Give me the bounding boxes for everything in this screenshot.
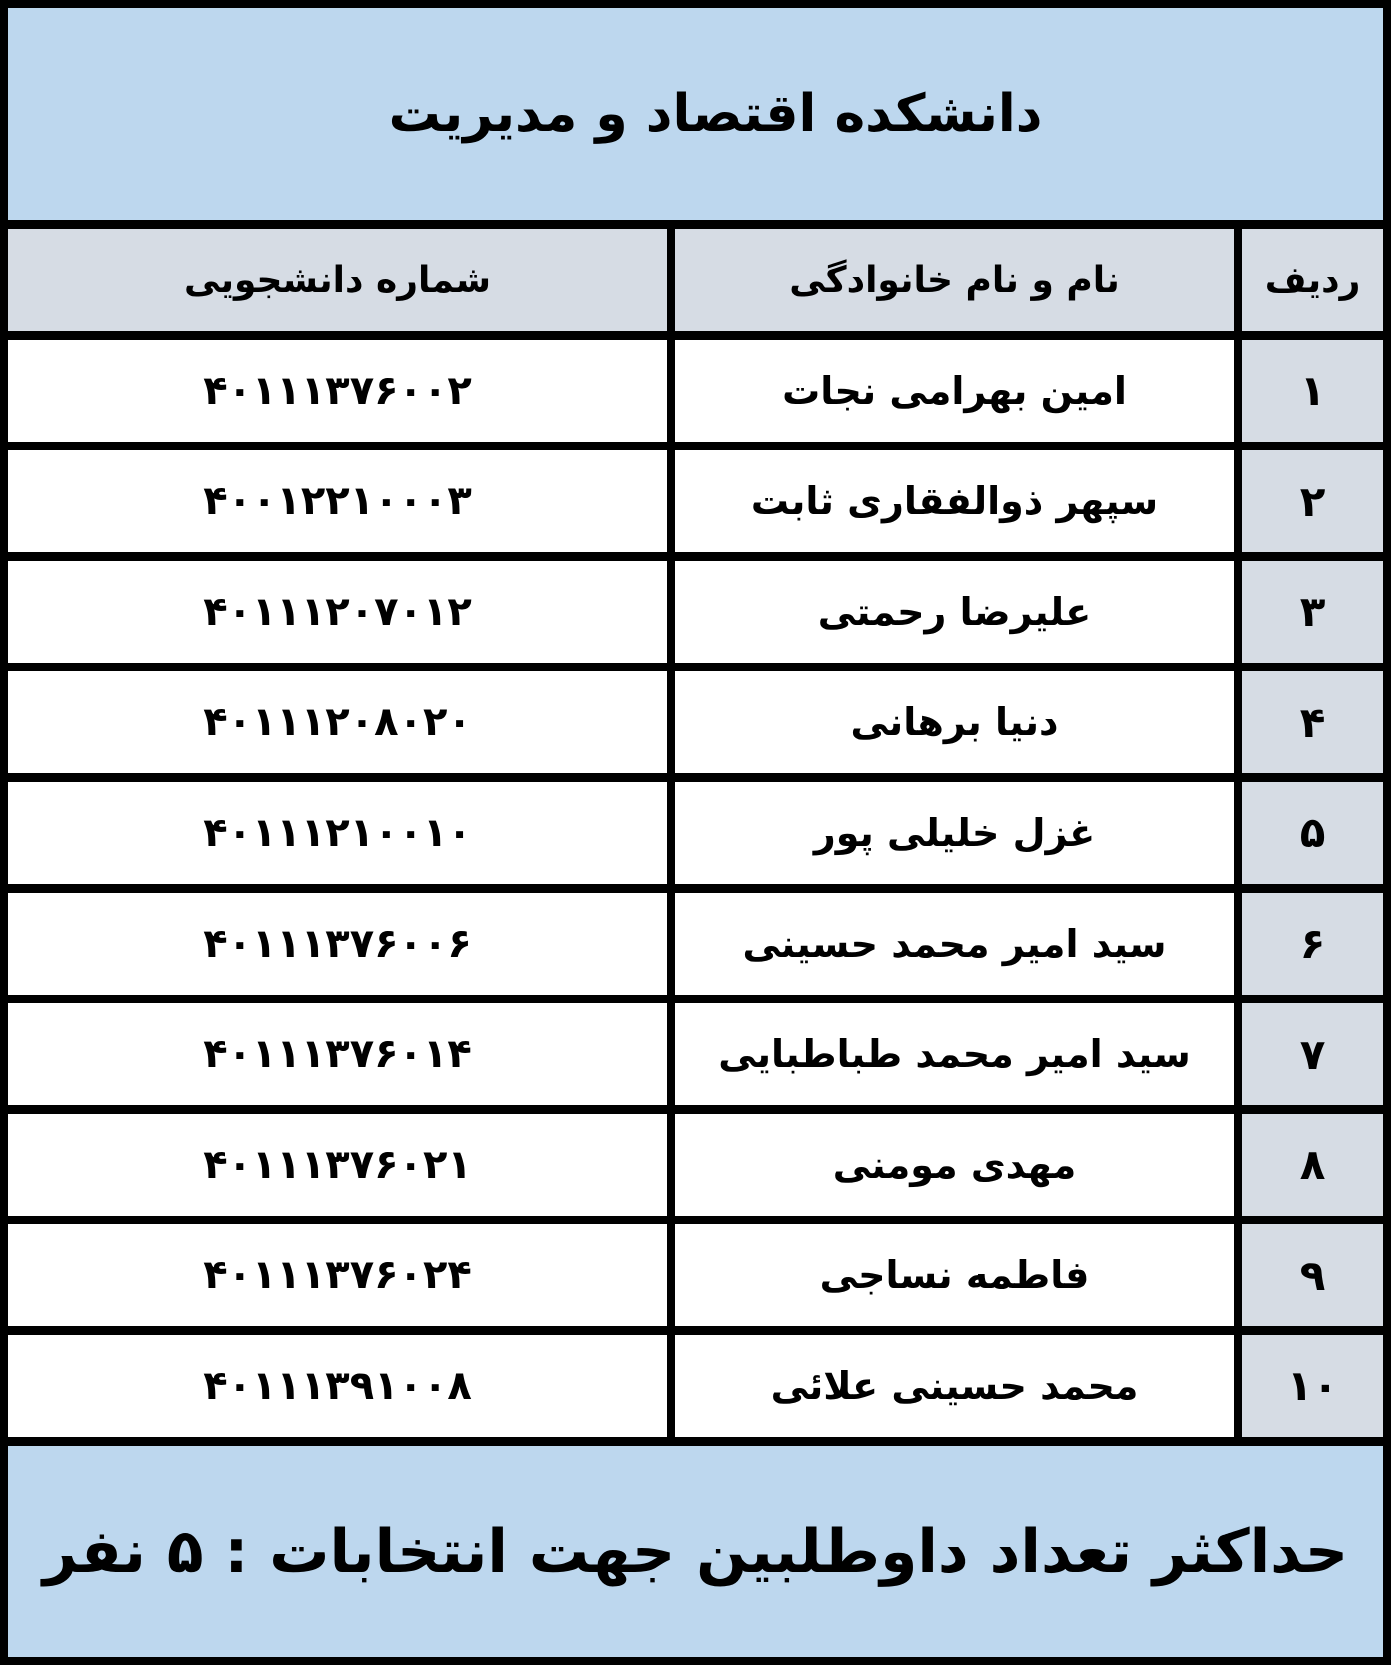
student-id-cell: ۴۰۱۱۱۳۷۶۰۲۱ bbox=[8, 1114, 667, 1216]
student-name-cell: سید امیر محمد طباطبایی bbox=[675, 1003, 1234, 1105]
header-row-number: ردیف bbox=[1242, 229, 1383, 331]
student-name-cell: سید امیر محمد حسینی bbox=[675, 893, 1234, 995]
row-number-cell: ۳ bbox=[1242, 561, 1383, 663]
student-name-cell: سپهر ذوالفقاری ثابت bbox=[675, 450, 1234, 552]
page-title: دانشکده اقتصاد و مدیریت bbox=[388, 84, 1043, 144]
student-name-cell: دنیا برهانی bbox=[675, 671, 1234, 773]
footer-band bbox=[8, 1446, 1383, 1657]
student-id-cell: ۴۰۱۱۱۳۷۶۰۰۲ bbox=[8, 340, 667, 442]
student-name-cell: علیرضا رحمتی bbox=[675, 561, 1234, 663]
row-number-cell: ۴ bbox=[1242, 671, 1383, 773]
footer-note: حداکثر تعداد داوطلبین جهت انتخابات : ۵ نفر bbox=[42, 1516, 1349, 1587]
student-name-cell: محمد حسینی علائی bbox=[675, 1335, 1234, 1437]
row-number-cell: ۷ bbox=[1242, 1003, 1383, 1105]
student-name-cell: فاطمه نساجی bbox=[675, 1224, 1234, 1326]
header-full-name: نام و نام خانوادگی bbox=[675, 229, 1234, 331]
title-band bbox=[8, 8, 1383, 220]
student-id-cell: ۴۰۱۱۱۲۰۸۰۲۰ bbox=[8, 671, 667, 773]
student-table bbox=[8, 229, 1383, 1437]
student-id-cell: ۴۰۱۱۱۲۰۷۰۱۲ bbox=[8, 561, 667, 663]
row-number-cell: ۸ bbox=[1242, 1114, 1383, 1216]
row-number-cell: ۵ bbox=[1242, 782, 1383, 884]
row-number-cell: ۱ bbox=[1242, 340, 1383, 442]
student-id-cell: ۴۰۱۱۱۳۷۶۰۱۴ bbox=[8, 1003, 667, 1105]
student-id-cell: ۴۰۱۱۱۲۱۰۰۱۰ bbox=[8, 782, 667, 884]
student-name-cell: مهدی مومنی bbox=[675, 1114, 1234, 1216]
row-number-cell: ۶ bbox=[1242, 893, 1383, 995]
student-id-cell: ۴۰۱۱۱۳۷۶۰۲۴ bbox=[8, 1224, 667, 1326]
student-id-cell: ۴۰۰۱۲۲۱۰۰۰۳ bbox=[8, 450, 667, 552]
row-number-cell: ۱۰ bbox=[1242, 1335, 1383, 1437]
row-number-cell: ۹ bbox=[1242, 1224, 1383, 1326]
header-student-id: شماره دانشجویی bbox=[8, 229, 667, 331]
student-id-cell: ۴۰۱۱۱۳۹۱۰۰۸ bbox=[8, 1335, 667, 1437]
student-name-cell: غزل خلیلی پور bbox=[675, 782, 1234, 884]
student-name-cell: امین بهرامی نجات bbox=[675, 340, 1234, 442]
student-id-cell: ۴۰۱۱۱۳۷۶۰۰۶ bbox=[8, 893, 667, 995]
row-number-cell: ۲ bbox=[1242, 450, 1383, 552]
